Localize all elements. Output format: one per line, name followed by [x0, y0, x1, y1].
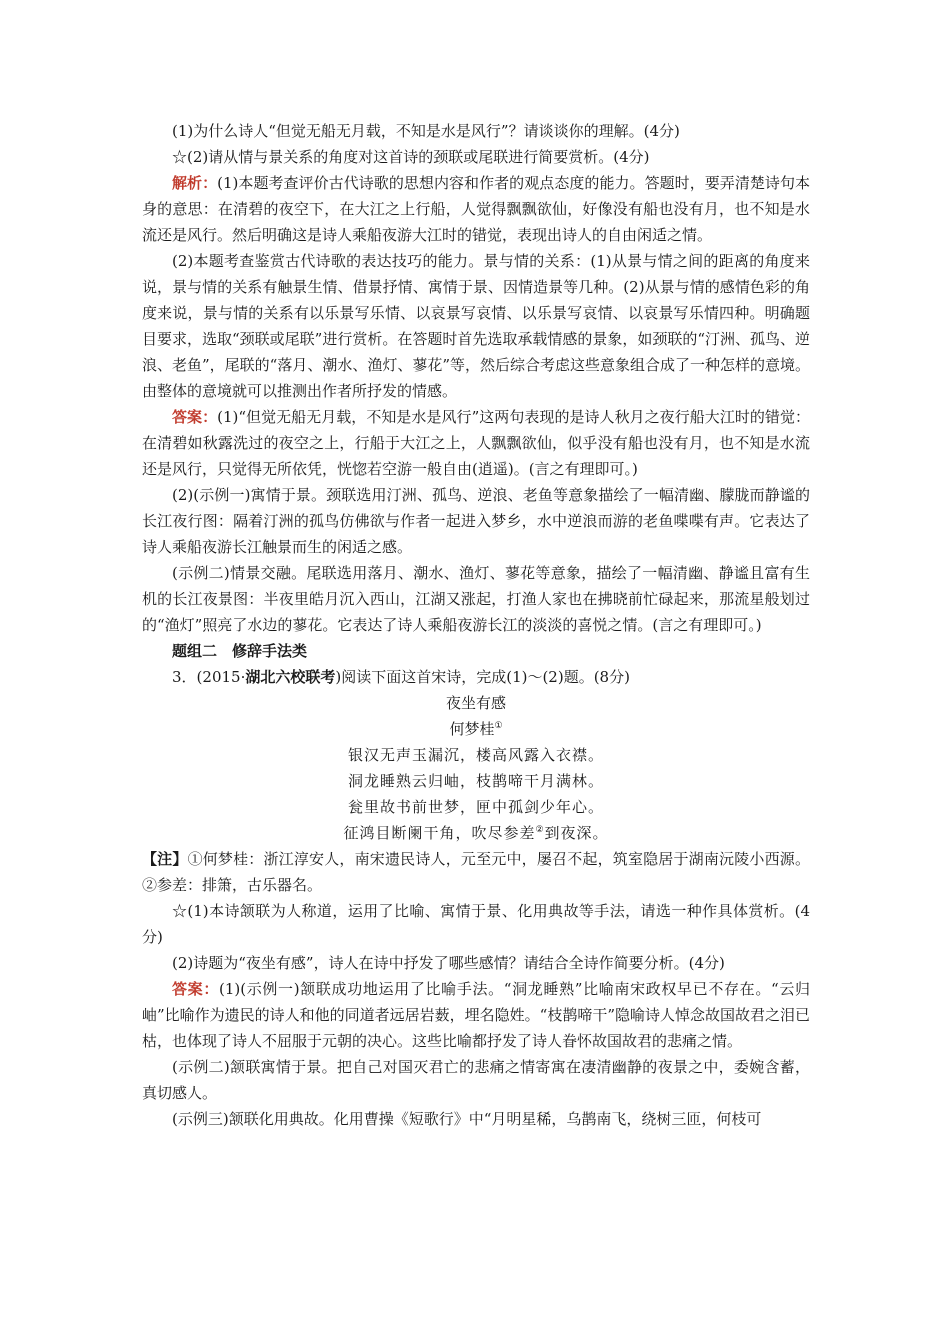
answer-paragraph-1	[142, 404, 810, 482]
poem-author-name: 何梦桂	[449, 720, 495, 738]
poem-line-2: 洞龙睡熟云归岫，枝鹊啼干月满林。	[347, 772, 604, 790]
answer2-paragraph-2: (示例二)颔联寓情于景。把自己对国灭君亡的悲痛之情寄寓在凄清幽静的夜景之中，委婉含蓄，真切感人。	[142, 1058, 810, 1102]
analysis-paragraph-2: (2)本题考查鉴赏古代诗歌的表达技巧的能力。景与情的关系：(1)从景与情之间的距离的角度来说，景与情的关系有触景生情、借景抒情、寓情于景、因情造景等几种。(2)从景与情的感情色彩的角度来说，景与情的关系有以乐景写乐情、以哀景写哀情、以乐景写哀情、以哀景写乐情四种。明确题目要求，选取“颈联或尾联”进行赏析。在答题时首先选取承载情感的景象，如颈联的“汀洲、孤鸟、逆浪、老鱼”，尾联的“落月、潮水、渔灯、蓼花”等，然后综合考虑这些意象组合成了一种怎样的意境。由整体的意境就可以推测出作者所抒发的情感。	[142, 252, 811, 400]
note-label: 【注】	[142, 850, 188, 868]
answer2-paragraph-1	[142, 976, 810, 1054]
question-2: ☆(2)请从情与景关系的角度对这首诗的颈联或尾联进行简要赏析。(4分)	[172, 148, 650, 166]
poem-line-4-a: 征鸿目断阑干角，吹尽参差	[343, 824, 536, 842]
question-3	[142, 664, 810, 690]
answer2-text-1: (1)(示例一)颔联成功地运用了比喻手法。“洞龙睡熟”比喻南宋政权早已不存在。“云归岫”比喻作为遗民的诗人和他的同道者远居岩薮，埋名隐姓。“枝鹊啼干”隐喻诗人悼念故国故君之泪已枯，也体现了诗人不屈服于元朝的决心。这些比喻都抒发了诗人眷怀故国故君的悲痛之情。	[142, 980, 811, 1050]
answer-paragraph-3: (示例二)情景交融。尾联选用落月、潮水、渔灯、蓼花等意象，描绘了一幅清幽、静谧且富有生机的长江夜景图：半夜里皓月沉入西山，江湖又涨起，打渔人家也在拂晓前忙碌起来，那流星般划过的“渔灯”照亮了水边的蓼花。它表达了诗人乘船夜游长江的淡淡的喜悦之情。(言之有理即可。)	[142, 564, 810, 634]
question-3-1: ☆(1)本诗颔联为人称道，运用了比喻、寓情于景、化用典故等手法，请选一种作具体赏析。(4分)	[142, 902, 810, 946]
q3-suffix: )阅读下面这首宋诗，完成(1)～(2)题。(8分)	[335, 668, 630, 686]
note-text: ①何梦桂：浙江淳安人，南宋遗民诗人，元至元中，屡召不起，筑室隐居于湖南沅陵小西源。②参差：排箫，古乐器名。	[142, 850, 810, 894]
question-1: (1)为什么诗人“但觉无船无月载，不知是水是风行”？请谈谈你的理解。(4分)	[172, 122, 680, 140]
poem-line-1: 银汉无声玉漏沉，楼高风露入衣襟。	[347, 746, 604, 764]
q3-source: 湖北六校联考	[245, 668, 336, 686]
poem-line-3: 瓮里故书前世梦，匣中孤剑少年心。	[347, 798, 604, 816]
poem-author-note: ①	[494, 721, 503, 731]
question-3-2: (2)诗题为“夜坐有感”，诗人在诗中抒发了哪些感情？请结合全诗作简要分析。(4分)	[172, 954, 725, 972]
poem-line-4-note: ②	[535, 825, 545, 835]
poem-author	[142, 716, 810, 742]
group-heading: 题组二 修辞手法类	[172, 642, 308, 660]
analysis-text-1: (1)本题考查评价古代诗歌的思想内容和作者的观点态度的能力。答题时，要弄清楚诗句本身的意思：在清碧的夜空下，在大江之上行船，人觉得飘飘欲仙，好像没有船也没有月，也不知是水流还是风行。然后明确这是诗人乘船夜游大江时的错觉，表现出诗人的自由闲适之情。	[142, 174, 810, 244]
answer-paragraph-2: (2)(示例一)寓情于景。颈联选用汀洲、孤鸟、逆浪、老鱼等意象描绘了一幅清幽、朦胧而静谧的长江夜行图：隔着汀洲的孤鸟仿佛欲与作者一起进入梦乡，水中逆浪而游的老鱼喋喋有声。它表达了诗人乘船夜游长江触景而生的闲适之感。	[142, 486, 810, 556]
poem-title: 夜坐有感	[445, 694, 506, 712]
answer2-paragraph-3: (示例三)颔联化用典故。化用曹操《短歌行》中“月明星稀，乌鹊南飞，绕树三匝，何枝可	[172, 1110, 762, 1128]
analysis-paragraph-1	[142, 170, 810, 248]
poem-line-4-b: 到夜深。	[544, 824, 609, 842]
answer2-label: 答案：	[172, 980, 219, 998]
analysis-label: 解析：	[172, 174, 218, 192]
answer-label: 答案：	[172, 408, 218, 426]
poem-note	[142, 846, 810, 898]
document-page	[142, 118, 810, 1132]
poem-line-4	[142, 820, 810, 846]
answer-text-1: (1)“但觉无船无月载，不知是水是风行”这两句表现的是诗人秋月之夜行船大江时的错觉：在清碧如秋露洗过的夜空之上，行船于大江之上，人飘飘欲仙，似乎没有船也没有月，也不知是水流还是风行，只觉得无所依凭，恍惚若空游一般自由(逍遥)。(言之有理即可。)	[142, 408, 810, 478]
q3-prefix: 3．(2015·	[172, 668, 246, 686]
